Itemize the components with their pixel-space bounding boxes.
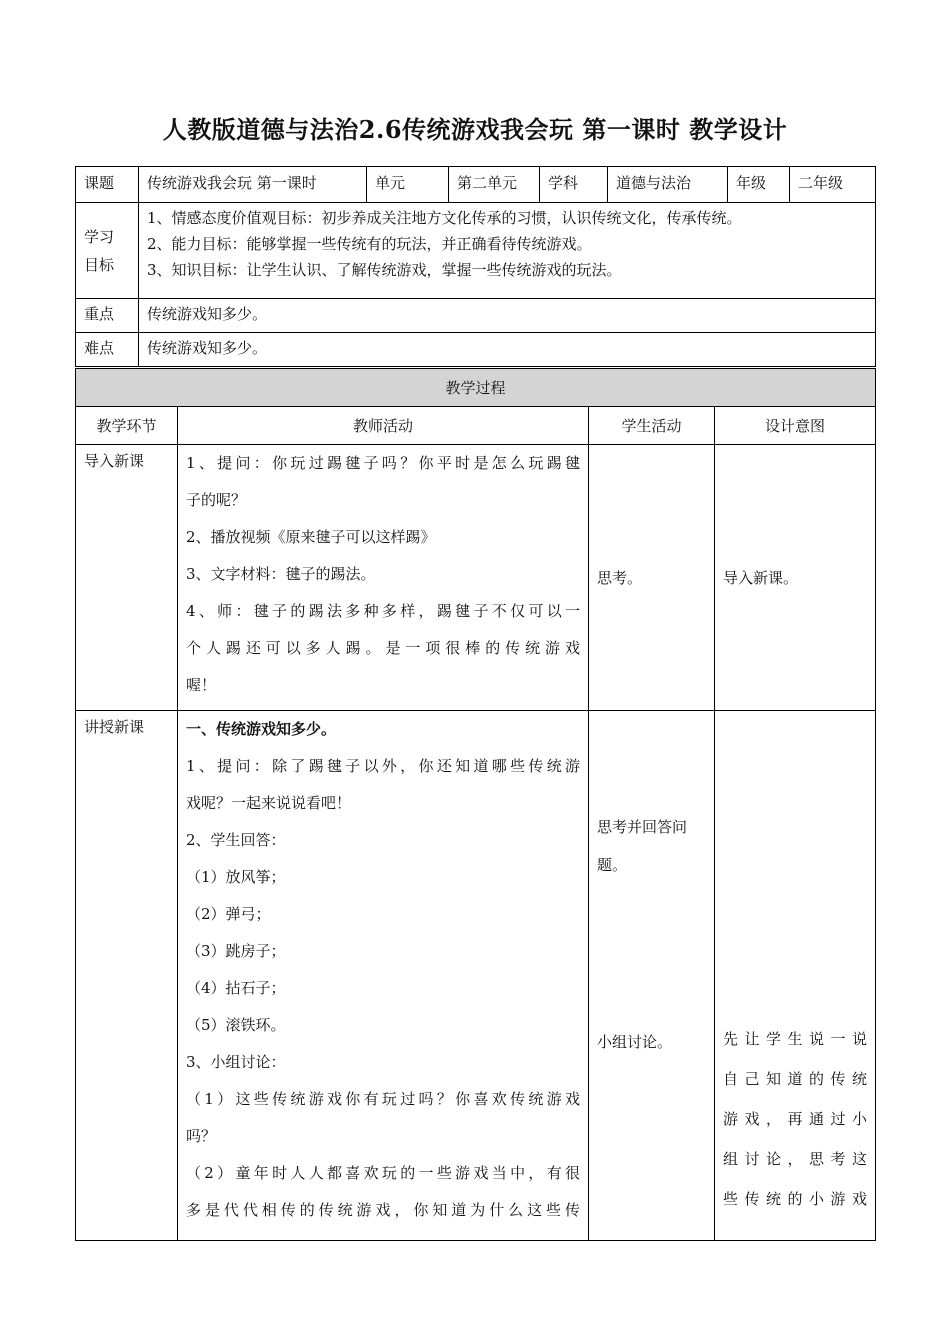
teacher-line: 1、提问：你玩过踢毽子吗？你平时是怎么玩踢毽 bbox=[186, 454, 580, 472]
grade-label: 年级 bbox=[728, 167, 790, 203]
unit-value: 第二单元 bbox=[449, 167, 540, 203]
intro-stage: 导入新课 bbox=[76, 445, 178, 711]
teacher-line: 戏呢？一起来说说看吧！ bbox=[186, 794, 352, 812]
column-header-stage: 教学环节 bbox=[76, 407, 178, 445]
teacher-line: 2、播放视频《原来毽子可以这样踢》 bbox=[186, 528, 436, 546]
teacher-line: （1）这些传统游戏你有玩过吗？你喜欢传统游戏 bbox=[186, 1090, 580, 1108]
teacher-line: 4、师：毽子的踢法多种多样，踢毽子不仅可以一 bbox=[186, 602, 580, 620]
goals-content bbox=[139, 203, 876, 299]
goal-item: 3、知识目标：让学生认识、了解传统游戏，掌握一些传统游戏的玩法。 bbox=[147, 261, 622, 279]
difficulty-value: 传统游戏知多少。 bbox=[139, 333, 876, 367]
teacher-line: （4）拈石子； bbox=[186, 979, 286, 997]
key-point-label: 重点 bbox=[76, 299, 139, 333]
goals-label-line2: 目标 bbox=[84, 255, 115, 274]
topic-value: 传统游戏我会玩 第一课时 bbox=[139, 167, 367, 203]
teacher-line: 子的呢？ bbox=[186, 491, 247, 509]
key-point-value: 传统游戏知多少。 bbox=[139, 299, 876, 333]
teacher-heading: 一、传统游戏知多少。 bbox=[186, 720, 337, 738]
teacher-line: 多是代代相传的传统游戏，你知道为什么这些传 bbox=[186, 1201, 580, 1219]
student-text: 思考。 bbox=[597, 568, 643, 587]
intro-student-activity bbox=[589, 445, 715, 711]
intent-text: 导入新课。 bbox=[723, 568, 799, 587]
intent-line: 先让学生说一说 bbox=[723, 1030, 868, 1048]
unit-label: 单元 bbox=[367, 167, 449, 203]
intent-line: 自己知道的传统 bbox=[723, 1070, 868, 1088]
subject-label: 学科 bbox=[540, 167, 608, 203]
intent-line: 游戏，再通过小 bbox=[723, 1110, 868, 1128]
teacher-line: （3）跳房子； bbox=[186, 942, 286, 960]
teacher-line: 3、小组讨论： bbox=[186, 1053, 286, 1071]
intro-design-intent bbox=[715, 445, 876, 711]
document-title: 人教版道德与法治2.6传统游戏我会玩 第一课时 教学设计 bbox=[162, 115, 788, 144]
intro-teacher-activity bbox=[178, 445, 589, 711]
teacher-line: 2、学生回答： bbox=[186, 831, 286, 849]
column-header-intent: 设计意图 bbox=[715, 407, 876, 445]
lecture-student-activity bbox=[589, 711, 715, 1241]
lecture-stage: 讲授新课 bbox=[76, 711, 178, 1241]
process-table bbox=[75, 368, 876, 1241]
info-table bbox=[75, 166, 876, 367]
goal-item: 2、能力目标：能够掌握一些传统有的玩法，并正确看待传统游戏。 bbox=[147, 235, 592, 253]
subject-value: 道德与法治 bbox=[608, 167, 728, 203]
goals-label-line1: 学习 bbox=[84, 227, 115, 246]
goals-label bbox=[76, 203, 139, 299]
topic-label: 课题 bbox=[76, 167, 139, 203]
teacher-line: 吗？ bbox=[186, 1127, 217, 1145]
teacher-line: 喔！ bbox=[186, 676, 217, 694]
grade-value: 二年级 bbox=[790, 167, 876, 203]
student-text: 题。 bbox=[597, 856, 628, 874]
column-header-student: 学生活动 bbox=[589, 407, 715, 445]
student-text: 思考并回答问 bbox=[597, 818, 688, 836]
process-header: 教学过程 bbox=[76, 369, 876, 407]
intent-line: 组讨论，思考这 bbox=[723, 1150, 868, 1168]
teacher-line: 3、文字材料：毽子的踢法。 bbox=[186, 565, 376, 583]
teacher-line: 1、提问：除了踢毽子以外，你还知道哪些传统游 bbox=[186, 757, 580, 775]
student-text: 小组讨论。 bbox=[597, 1033, 673, 1051]
difficulty-label: 难点 bbox=[76, 333, 139, 367]
teacher-line: （2）童年时人人都喜欢玩的一些游戏当中，有很 bbox=[186, 1164, 580, 1182]
column-header-teacher: 教师活动 bbox=[178, 407, 589, 445]
goal-item: 1、情感态度价值观目标：初步养成关注地方文化传承的习惯，认识传统文化，传承传统。 bbox=[147, 209, 742, 227]
teacher-line: 个人踢还可以多人踢。是一项很棒的传统游戏 bbox=[186, 639, 580, 657]
lecture-design-intent bbox=[715, 711, 876, 1241]
intent-line: 些传统的小游戏 bbox=[723, 1190, 868, 1208]
lecture-teacher-activity bbox=[178, 711, 589, 1241]
teacher-line: （1）放风筝； bbox=[186, 868, 286, 886]
teacher-line: （2）弹弓； bbox=[186, 905, 271, 923]
teacher-line: （5）滚铁环。 bbox=[186, 1016, 286, 1034]
